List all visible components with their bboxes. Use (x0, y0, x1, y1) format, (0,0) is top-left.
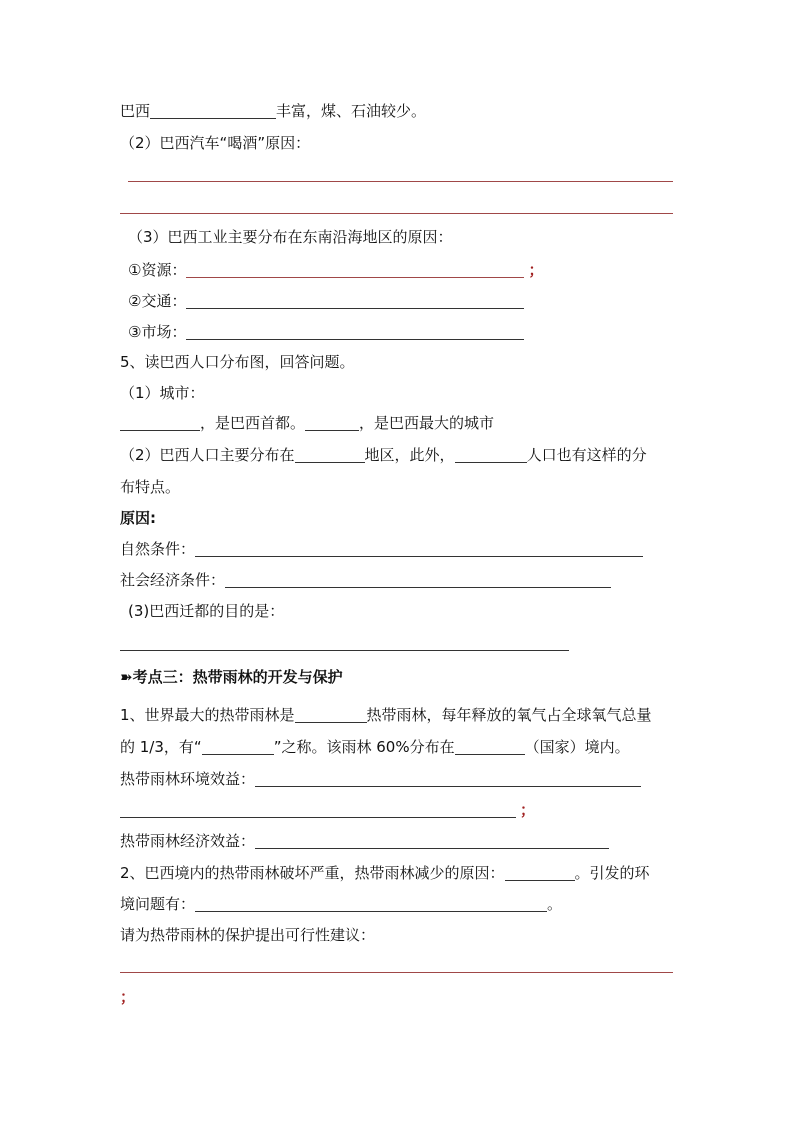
text: 地区，此外， (364, 446, 455, 464)
answer-blank[interactable] (255, 771, 641, 787)
natural-conditions-line (120, 540, 643, 558)
answer-blank[interactable] (195, 896, 547, 912)
text: 。引发的环 (574, 864, 650, 882)
answer-line[interactable] (120, 972, 673, 973)
answer-blank[interactable] (186, 262, 524, 278)
capital-relocation-question: (3)巴西迁都的目的是： (128, 602, 285, 620)
semicolon-mark: ； (520, 801, 536, 819)
label: 热带雨林环境效益： (120, 770, 256, 788)
rainforest-q1-cont (120, 738, 630, 756)
text: 境问题有： (120, 895, 196, 913)
environmental-benefit-line (120, 770, 641, 788)
label: ①资源： (128, 261, 187, 279)
question-5-heading: 5、读巴西人口分布图，回答问题。 (120, 353, 355, 371)
text: 热带雨林，每年释放的氧气占全球氧气总量 (366, 706, 652, 724)
brazil-resources-line (120, 102, 426, 120)
resource-line (128, 261, 543, 279)
answer-blank[interactable] (225, 572, 611, 588)
reason-heading: 原因: (120, 509, 156, 527)
answer-blank[interactable] (120, 802, 516, 818)
answer-blank[interactable] (186, 293, 524, 309)
answer-blank[interactable] (255, 833, 609, 849)
answer-blank[interactable] (295, 707, 367, 723)
label: 社会经济条件： (120, 571, 226, 589)
answer-line[interactable] (128, 181, 673, 182)
answer-blank[interactable] (150, 103, 276, 119)
text: ，是巴西最大的城市 (359, 414, 495, 432)
label: ②交通： (128, 292, 187, 310)
question-2-heading: （2）巴西汽车“喝酒”原因： (120, 134, 311, 152)
answer-blank[interactable] (295, 447, 365, 463)
semicolon-mark: ； (528, 261, 544, 279)
text: （2）巴西人口主要分布在 (120, 446, 295, 464)
text: 。 (547, 895, 563, 913)
text: 1、世界最大的热带雨林是 (120, 706, 295, 724)
cities-heading: （1）城市： (120, 384, 205, 402)
answer-blank[interactable] (202, 739, 274, 755)
answer-line[interactable] (120, 650, 569, 651)
capital-line (120, 414, 494, 432)
market-line (128, 323, 524, 341)
section-3-title: ➽考点三：热带雨林的开发与保护 (120, 668, 343, 686)
answer-blank[interactable] (186, 324, 524, 340)
text: 的 1/3，有“ (120, 738, 202, 756)
transport-line (128, 292, 524, 310)
rainforest-q2-cont (120, 895, 562, 913)
answer-blank[interactable] (455, 739, 525, 755)
answer-blank[interactable] (195, 541, 643, 557)
answer-blank[interactable] (120, 415, 200, 431)
question-3-heading: （3）巴西工业主要分布在东南沿海地区的原因： (128, 228, 453, 246)
population-distribution-line (120, 446, 647, 464)
rainforest-q1-line (120, 706, 652, 724)
text: ”之称。该雨林 60%分布在 (273, 738, 455, 756)
rainforest-q2-line (120, 864, 650, 882)
answer-blank[interactable] (305, 415, 359, 431)
answer-blank[interactable] (455, 447, 527, 463)
text: （国家）境内。 (524, 738, 630, 756)
economic-benefit-line (120, 832, 609, 850)
environmental-benefit-cont (120, 801, 535, 819)
label: ③市场： (128, 323, 187, 341)
label: 热带雨林经济效益： (120, 832, 256, 850)
text: 丰富，煤、石油较少。 (276, 102, 427, 120)
text: 人口也有这样的分 (526, 446, 647, 464)
label: 自然条件： (120, 540, 196, 558)
protection-suggestion-prompt: 请为热带雨林的保护提出可行性建议： (120, 926, 376, 944)
socioeconomic-conditions-line (120, 571, 611, 589)
semicolon-mark: ； (120, 988, 136, 1006)
text: 巴西 (120, 102, 151, 120)
population-distribution-cont: 布特点。 (120, 478, 181, 496)
answer-blank[interactable] (505, 865, 575, 881)
text: 2、巴西境内的热带雨林破坏严重，热带雨林减少的原因： (120, 864, 505, 882)
answer-line[interactable] (120, 213, 673, 214)
text: ，是巴西首都。 (200, 414, 306, 432)
semicolon-mark (116, 988, 135, 1006)
